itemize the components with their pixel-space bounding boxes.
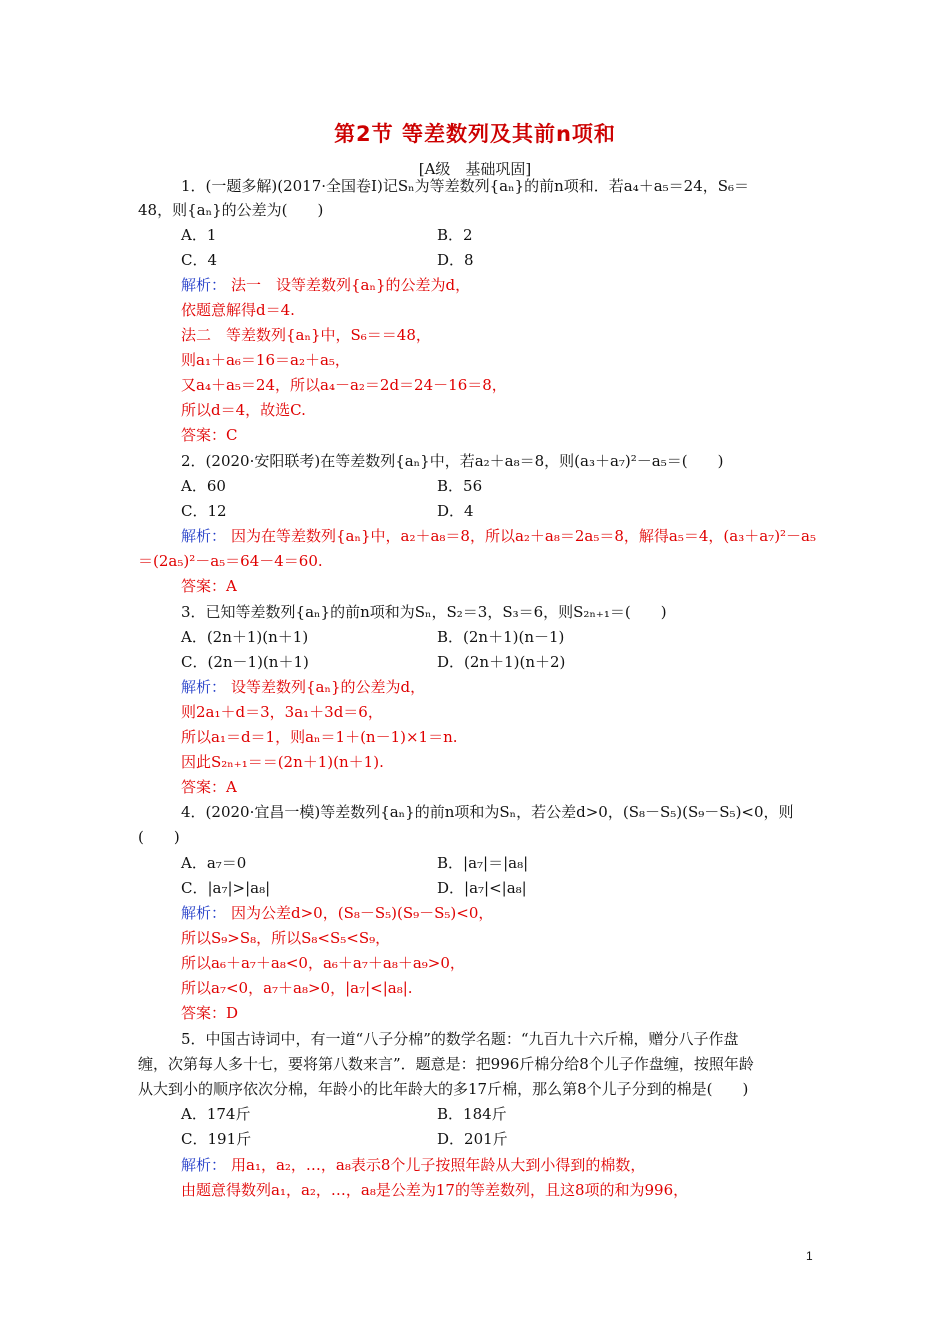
line-q2-sol-label: 解析： bbox=[181, 527, 227, 545]
line-q2-opt-a: A．60 bbox=[181, 477, 226, 495]
line-q1-sol-6: 所以d＝4，故选C. bbox=[181, 401, 306, 419]
line-q5-sol-1: 用a₁，a₂，…，a₈表示8个儿子按照年龄从大到小得到的棉数， bbox=[231, 1156, 646, 1174]
line-q4-opt-d: D．|a₇|<|a₈| bbox=[437, 879, 527, 897]
section-subtitle: [A级 基础巩固] bbox=[418, 160, 532, 178]
line-q5-stem-1: 5．中国古诗词中，有一道“八子分棉”的数学名题：“九百九十六斤棉，赠分八子作盘 bbox=[181, 1030, 739, 1048]
line-q1-sol-5: 又a₄＋a₅＝24，所以a₄－a₂＝2d＝24－16＝8， bbox=[181, 376, 507, 394]
line-q1-opt-c: C．4 bbox=[181, 251, 218, 269]
line-q4-opt-a: A．a₇＝0 bbox=[181, 854, 247, 872]
line-q4-sol-1: 因为公差d>0，(S₈－S₅)(S₉－S₅)<0， bbox=[231, 904, 494, 922]
line-q1-stem-1: 1．(一题多解)(2017·全国卷Ⅰ)记Sₙ为等差数列{aₙ}的前n项和．若a₄＋a₅＝24，S₆＝ bbox=[181, 177, 750, 195]
line-q3-sol-1: 设等差数列{aₙ}的公差为d， bbox=[231, 678, 426, 696]
line-q4-ans: 答案：D bbox=[181, 1004, 239, 1022]
line-q3-opt-c: C．(2n－1)(n＋1) bbox=[181, 653, 309, 671]
line-q1-stem-2: 48，则{aₙ}的公差为( ) bbox=[138, 201, 324, 219]
line-q3-opt-a: A．(2n＋1)(n＋1) bbox=[181, 628, 309, 646]
line-q1-opt-a: A．1 bbox=[181, 226, 217, 244]
line-q2-stem: 2．(2020·安阳联考)在等差数列{aₙ}中，若a₂＋a₈＝8，则(a₃＋a₇)²－a₅＝( ) bbox=[181, 452, 724, 470]
line-q3-ans: 答案：A bbox=[181, 778, 237, 796]
line-q1-sol-4: 则a₁＋a₆＝16＝a₂＋a₅， bbox=[181, 351, 350, 369]
page-title: 第2节 等差数列及其前n项和 bbox=[334, 122, 616, 146]
line-q2-opt-d: D．4 bbox=[437, 502, 474, 520]
line-q4-stem-2: ( ) bbox=[138, 828, 180, 846]
line-q2-ans: 答案：A bbox=[181, 577, 237, 595]
line-q1-sol-label: 解析： bbox=[181, 276, 227, 294]
line-q1-sol-1: 法一 设等差数列{aₙ}的公差为d， bbox=[231, 276, 471, 294]
line-q1-opt-d: D．8 bbox=[437, 251, 474, 269]
line-q2-sol-1: 因为在等差数列{aₙ}中，a₂＋a₈＝8，所以a₂＋a₈＝2a₅＝8，解得a₅＝4，(a₃＋a₇)²－a₅ bbox=[231, 527, 817, 545]
line-q3-sol-4: 因此S₂ₙ₊₁＝＝(2n＋1)(n＋1). bbox=[181, 753, 384, 771]
line-q4-opt-b: B．|a₇|＝|a₈| bbox=[437, 854, 529, 872]
line-q4-sol-4: 所以a₇<0，a₇＋a₈>0，|a₇|<|a₈|. bbox=[181, 979, 413, 997]
line-q4-stem-1: 4．(2020·宜昌一模)等差数列{aₙ}的前n项和为Sₙ，若公差d>0，(S₈－S₅)(S₉－S₅)<0，则 bbox=[181, 803, 794, 821]
line-q5-opt-a: A．174斤 bbox=[181, 1105, 251, 1123]
line-q2-opt-c: C．12 bbox=[181, 502, 227, 520]
line-q5-stem-3: 从大到小的顺序依次分棉，年龄小的比年龄大的多17斤棉，那么第8个儿子分到的棉是( ) bbox=[138, 1080, 749, 1098]
line-q1-ans: 答案：C bbox=[181, 426, 238, 444]
line-q3-sol-3: 所以a₁＝d＝1，则aₙ＝1＋(n－1)×1＝n. bbox=[181, 728, 458, 746]
line-q5-opt-b: B．184斤 bbox=[437, 1105, 507, 1123]
line-q2-opt-b: B．56 bbox=[437, 477, 483, 495]
page-number: 1 bbox=[806, 1249, 813, 1263]
line-q4-sol-2: 所以S₉>S₈，所以S₈<S₅<S₉， bbox=[181, 929, 391, 947]
line-q1-sol-2: 依题意解得d＝4. bbox=[181, 301, 295, 319]
line-q4-sol-3: 所以a₆＋a₇＋a₈<0，a₆＋a₇＋a₈＋a₉>0， bbox=[181, 954, 465, 972]
line-q1-opt-b: B．2 bbox=[437, 226, 473, 244]
line-q3-sol-label: 解析： bbox=[181, 678, 227, 696]
line-q5-sol-2: 由题意得数列a₁，a₂，…，a₈是公差为17的等差数列，且这8项的和为996， bbox=[181, 1181, 689, 1199]
line-q2-sol-2: ＝(2a₅)²－a₅＝64－4＝60. bbox=[138, 552, 323, 570]
line-q1-sol-3: 法二 等差数列{aₙ}中，S₆＝＝48， bbox=[181, 326, 431, 344]
line-q5-stem-2: 缠，次第每人多十七，要将第八数来言”．题意是：把996斤棉分给8个儿子作盘缠，按照年龄 bbox=[138, 1055, 754, 1073]
line-q4-opt-c: C．|a₇|>|a₈| bbox=[181, 879, 271, 897]
line-q3-opt-b: B．(2n＋1)(n－1) bbox=[437, 628, 565, 646]
line-q5-opt-c: C．191斤 bbox=[181, 1130, 252, 1148]
line-q5-sol-label: 解析： bbox=[181, 1156, 227, 1174]
line-q3-sol-2: 则2a₁＋d＝3，3a₁＋3d＝6， bbox=[181, 703, 383, 721]
line-q5-opt-d: D．201斤 bbox=[437, 1130, 508, 1148]
line-q3-opt-d: D．(2n＋1)(n＋2) bbox=[437, 653, 566, 671]
line-q4-sol-label: 解析： bbox=[181, 904, 227, 922]
line-q3-stem: 3．已知等差数列{aₙ}的前n项和为Sₙ，S₂＝3，S₃＝6，则S₂ₙ₊₁＝( ) bbox=[181, 603, 667, 621]
